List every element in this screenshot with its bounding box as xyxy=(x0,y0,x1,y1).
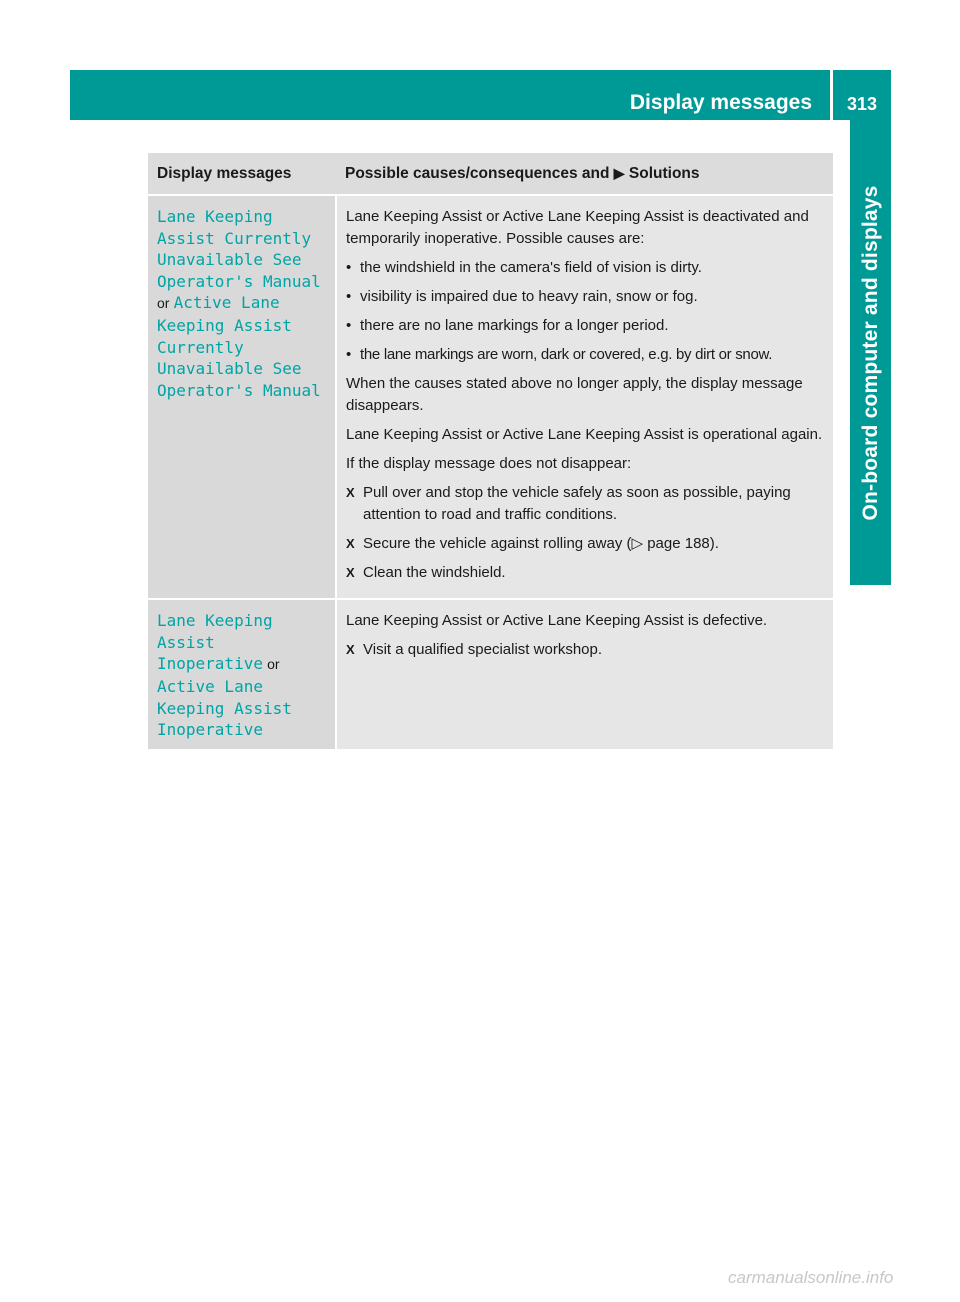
or-text: or xyxy=(267,656,280,672)
column-header-messages xyxy=(148,153,336,195)
action-step xyxy=(346,482,825,526)
message-line: Active Lane xyxy=(157,677,263,696)
action-step xyxy=(346,533,825,555)
message-line: Operator's Manual xyxy=(157,271,321,291)
cause-intro: Lane Keeping Assist or Active Lane Keeping Assist is deactivated and temporarily inoperative. Possible causes are: xyxy=(346,208,809,247)
or-text: or xyxy=(157,295,170,311)
message-line-or xyxy=(157,653,327,676)
action-step xyxy=(346,562,825,584)
watermark: carmanualsonline.info xyxy=(728,1268,894,1287)
page-number: 313 xyxy=(846,94,878,114)
action-text-post: ). xyxy=(709,535,719,552)
table-header-row xyxy=(148,153,833,195)
side-tab-marker xyxy=(850,536,891,584)
table-row xyxy=(148,195,833,599)
info-paragraph: When the causes stated above no longer apply, the display message disappears. xyxy=(346,375,803,414)
message-line: Lane Keeping xyxy=(157,611,273,630)
action-text: Clean the windshield. xyxy=(363,564,506,581)
display-messages-table xyxy=(148,153,833,749)
message-line: Keeping Assist xyxy=(157,316,292,335)
bullet-icon: • xyxy=(346,288,352,305)
message-line: Keeping Assist xyxy=(157,698,292,718)
cause-item xyxy=(346,286,825,308)
arrow-right-icon: ▶ xyxy=(613,165,625,181)
column-header-solutions-suffix: Solutions xyxy=(628,165,700,182)
page-ref-icon: ▷ xyxy=(631,535,644,552)
bullet-icon: • xyxy=(346,259,352,276)
cause-item xyxy=(346,344,825,366)
action-text: Pull over and stop the vehicle safely as soon as possible, paying attention to road and traffic conditions. xyxy=(363,484,791,523)
message-line: Assist Currently xyxy=(157,228,312,248)
message-cell xyxy=(148,599,336,749)
solution-cell xyxy=(336,195,833,599)
page-header xyxy=(70,70,891,120)
message-line: Operator's Manual xyxy=(157,380,321,400)
message-line: Inoperative xyxy=(157,720,263,739)
info-paragraph: Lane Keeping Assist or Active Lane Keeping Assist is operational again. xyxy=(346,426,823,443)
message-line: Lane Keeping xyxy=(157,207,273,226)
action-arrow-icon: X xyxy=(346,485,355,500)
bullet-icon: • xyxy=(346,317,352,334)
message-line: Currently xyxy=(157,337,244,357)
message-cell xyxy=(148,195,336,599)
bullet-icon: • xyxy=(346,346,351,363)
action-arrow-icon: X xyxy=(346,642,355,657)
chapter-side-tab xyxy=(850,120,891,585)
action-step xyxy=(346,639,825,661)
action-arrow-icon: X xyxy=(346,565,355,580)
cause-text: the windshield in the camera's field of vision is dirty. xyxy=(360,259,702,276)
column-header-solutions-prefix: Possible causes/consequences and xyxy=(345,165,610,182)
column-header-solutions xyxy=(336,153,833,195)
message-text: Active Lane xyxy=(173,293,280,312)
cause-intro: Lane Keeping Assist or Active Lane Keeping Assist is defective. xyxy=(346,612,768,629)
table-row xyxy=(148,599,833,749)
solution-cell xyxy=(336,599,833,749)
action-text: Visit a qualified specialist workshop. xyxy=(363,641,603,658)
message-line: Unavailable See xyxy=(157,250,302,269)
cause-item xyxy=(346,257,825,279)
cause-item xyxy=(346,315,825,337)
message-line: Assist xyxy=(157,632,215,652)
message-line-or xyxy=(157,292,327,315)
column-header-messages-label: Display messages xyxy=(157,164,292,182)
message-text: Inoperative xyxy=(157,654,263,673)
action-arrow-icon: X xyxy=(346,536,355,551)
action-text-pre: Secure the vehicle against rolling away ( xyxy=(363,535,632,552)
cause-text: the lane markings are worn, dark or covered, e.g. by dirt or snow. xyxy=(360,346,773,363)
chapter-label: On-board computer and displays xyxy=(858,184,882,521)
cause-text: there are no lane markings for a longer period. xyxy=(360,317,669,334)
cause-text: visibility is impaired due to heavy rain, snow or fog. xyxy=(360,288,698,305)
message-line: Unavailable See xyxy=(157,359,302,378)
section-title: Display messages xyxy=(629,91,812,114)
page-reference[interactable]: page 188 xyxy=(647,535,710,552)
info-paragraph: If the display message does not disappear: xyxy=(346,455,632,472)
